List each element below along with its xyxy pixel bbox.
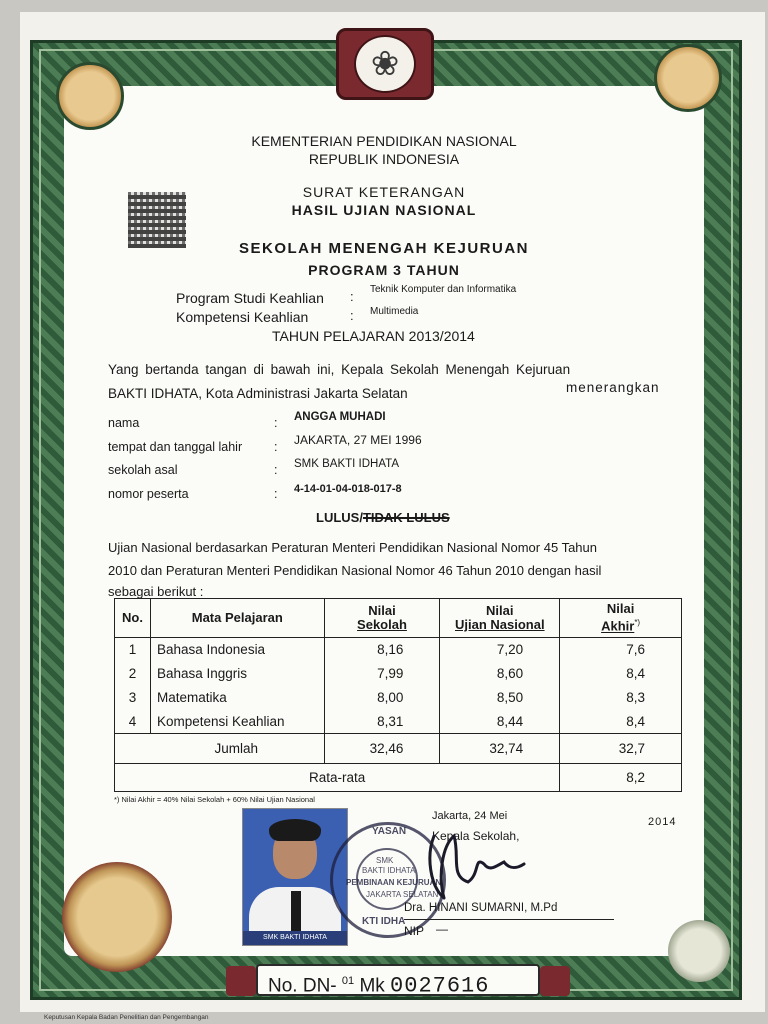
signature-year: 2014	[648, 816, 677, 828]
program-label: Program Studi Keahlian	[176, 290, 324, 306]
row-subject: Bahasa Inggris	[150, 662, 324, 686]
intro-line-2-end: menerangkan	[566, 380, 660, 395]
result-status	[316, 510, 450, 525]
seal-bottom-left	[62, 862, 172, 972]
table-header-row	[115, 599, 682, 638]
photo-hair	[269, 819, 321, 841]
row-final-score: 7,6	[560, 638, 682, 662]
corner-medallion-top-right	[654, 44, 722, 112]
number-value: 4-14-01-04-018-017-8	[294, 483, 402, 495]
name-label: nama	[108, 416, 140, 430]
school-separator: :	[274, 463, 278, 477]
name-value: ANGGA MUHADI	[294, 411, 386, 423]
ministry-line-2: REPUBLIK INDONESIA	[308, 151, 460, 167]
header-national-l2: Ujian Nasional	[455, 617, 545, 632]
stamp-text-3: PEMBINAAN KEJURUAN	[346, 878, 442, 887]
competence-label: Kompetensi Keahlian	[176, 309, 309, 325]
average-label: Rata-rata	[115, 764, 560, 792]
document-title-2: HASIL UJIAN NASIONAL	[291, 202, 477, 218]
serial-prefix: No. DN-	[268, 975, 337, 997]
header-school-l1: Nilai	[368, 603, 396, 618]
regulation-line-3: sebagai berikut :	[108, 584, 204, 599]
total-final: 32,7	[560, 734, 682, 764]
grades-table	[114, 598, 682, 792]
header-final-score	[560, 599, 682, 638]
header-subject: Mata Pelajaran	[150, 599, 324, 638]
header-national-l1: Nilai	[486, 603, 514, 618]
regulation-line-1: Ujian Nasional berdasarkan Peraturan Menteri Pendidikan Nasional Nomor 45 Tahun	[108, 540, 597, 555]
row-final-score: 8,4	[560, 662, 682, 686]
serial-number: 0027616	[390, 973, 490, 999]
header-no: No.	[115, 599, 151, 638]
header-school-l2: Sekolah	[357, 617, 407, 632]
table-row	[115, 710, 682, 734]
row-number: 1	[115, 638, 151, 662]
program-separator: :	[350, 289, 354, 304]
qr-code	[128, 192, 186, 248]
row-national-score: 8,60	[440, 662, 560, 686]
intro-line-1: Yang bertanda tangan di bawah ini, Kepala Sekolah Menengah Kejuruan	[108, 362, 571, 377]
row-school-score: 8,31	[324, 710, 440, 734]
signature-place-date: Jakarta, 24 Mei	[432, 810, 508, 822]
academic-year: TAHUN PELAJARAN 2013/2014	[272, 328, 475, 344]
garuda-emblem	[336, 28, 434, 100]
table-row	[115, 638, 682, 662]
row-number: 2	[115, 662, 151, 686]
result-fail-struck: TIDAK LULUS	[362, 510, 450, 525]
serial-mk: Mk	[359, 975, 385, 997]
signatory-name: Dra. HINANI SUMARNI, M.Pd	[404, 902, 558, 914]
result-slash: /	[359, 510, 363, 525]
row-national-score: 7,20	[440, 638, 560, 662]
footnote: *) Nilai Akhir = 40% Nilai Sekolah + 60% Nilai Ujian Nasional	[114, 795, 315, 804]
row-subject: Bahasa Indonesia	[150, 638, 324, 662]
photo-caption: SMK BAKTI IDHATA	[243, 931, 347, 945]
row-school-score: 7,99	[324, 662, 440, 686]
signature-role: Kepala Sekolah,	[432, 829, 520, 843]
header-final-mark: *)	[634, 618, 641, 628]
regulation-line-2: 2010 dan Peraturan Menteri Pendidikan Nasional Nomor 46 Tahun 2010 dengan hasil	[108, 563, 602, 578]
serial-code: 01	[341, 975, 355, 987]
stamp-text-2: BAKTI IDHATA	[362, 866, 416, 875]
total-row	[115, 734, 682, 764]
table-row	[115, 686, 682, 710]
number-separator: :	[274, 487, 278, 501]
school-value: SMK BAKTI IDHATA	[294, 458, 400, 470]
total-label: Jumlah	[115, 734, 325, 764]
school-label: sekolah asal	[108, 463, 178, 477]
bottom-note: Keputusan Kepala Badan Penelitian dan Pengembangan	[44, 1014, 209, 1021]
nip-value: —	[436, 922, 448, 936]
row-subject: Matematika	[150, 686, 324, 710]
stamp-text-1: SMK	[376, 856, 394, 865]
document-title-1: SURAT KETERANGAN	[302, 184, 466, 200]
average-value: 8,2	[560, 764, 682, 792]
seal-bottom-right	[668, 920, 730, 982]
nip-label: NIP	[404, 924, 425, 938]
stamp-text-top: YASAN	[372, 826, 407, 837]
serial-banner-right	[540, 966, 570, 996]
row-school-score: 8,00	[324, 686, 440, 710]
program-value: Teknik Komputer dan Informatika	[370, 284, 517, 295]
competence-value: Multimedia	[370, 306, 419, 317]
row-national-score: 8,50	[440, 686, 560, 710]
competence-separator: :	[350, 308, 354, 323]
result-pass: LULUS	[316, 510, 360, 525]
corner-medallion-top-left	[56, 62, 124, 130]
garuda-icon: ❀	[354, 35, 416, 93]
row-final-score: 8,3	[560, 686, 682, 710]
header-school-score	[324, 599, 440, 638]
row-number: 4	[115, 710, 151, 734]
intro-line-2: BAKTI IDHATA, Kota Administrasi Jakarta Selatan	[108, 386, 408, 401]
average-row	[115, 764, 682, 792]
row-subject: Kompetensi Keahlian	[150, 710, 324, 734]
row-number: 3	[115, 686, 151, 710]
school-type: SEKOLAH MENENGAH KEJURUAN	[238, 240, 530, 257]
row-national-score: 8,44	[440, 710, 560, 734]
serial-number-box	[256, 964, 540, 999]
program-duration: PROGRAM 3 TAHUN	[308, 262, 460, 278]
header-final-l2: Akhir	[601, 618, 635, 634]
birth-separator: :	[274, 440, 278, 454]
number-label: nomor peserta	[108, 487, 189, 501]
header-national-score	[440, 599, 560, 638]
signature-line	[404, 919, 614, 920]
header-final-l1: Nilai	[606, 601, 635, 617]
stamp-text-bottom: KTI IDHA	[362, 916, 406, 927]
ministry-line-1: KEMENTERIAN PENDIDIKAN NASIONAL	[251, 133, 517, 149]
birth-value: JAKARTA, 27 MEI 1996	[294, 433, 422, 447]
row-school-score: 8,16	[324, 638, 440, 662]
total-school: 32,46	[324, 734, 440, 764]
handwritten-signature	[420, 826, 530, 906]
name-separator: :	[274, 416, 278, 430]
stamp-text-4: JAKARTA SELATAN	[366, 890, 439, 899]
total-national: 32,74	[440, 734, 560, 764]
birth-label: tempat dan tanggal lahir	[108, 440, 243, 454]
table-row	[115, 662, 682, 686]
serial-banner-left	[226, 966, 256, 996]
row-final-score: 8,4	[560, 710, 682, 734]
